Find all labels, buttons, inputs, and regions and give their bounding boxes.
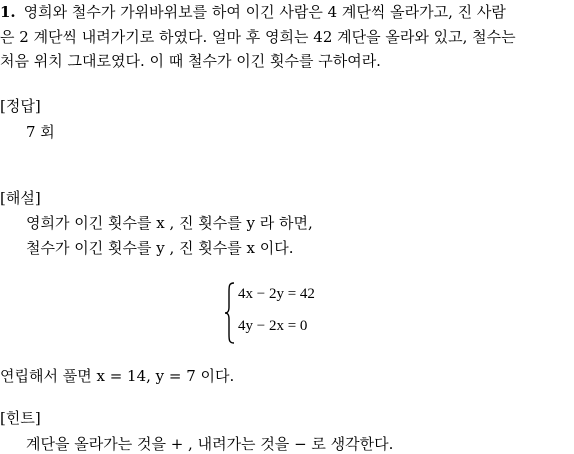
equation-2: 4y − 2x = 0 [238,318,308,334]
left-brace-icon [224,282,236,344]
equation-system [224,282,374,344]
problem-line-2: 은 2 계단씩 내려가기로 하였다. 얼마 후 영희는 42 계단을 올라와 있고, 철수는 [0,28,516,46]
equation-1: 4x − 2y = 42 [238,286,315,302]
problem-number: 1. [0,3,16,21]
problem-line-3: 처음 위치 그대로였다. 이 때 철수가 이긴 횟수를 구하여라. [0,52,381,70]
explanation-line-2: 철수가 이긴 횟수를 y , 진 횟수를 x 이다. [26,239,294,257]
problem-line-1 [0,2,506,22]
answer-value: 7 회 [26,123,55,141]
hint-text: 계단을 올라가는 것을 + , 내려가는 것을 − 로 생각한다. [26,435,394,453]
answer-heading: [정답] [0,97,41,115]
explanation-heading: [해설] [0,189,41,207]
problem-text-1: 영희와 철수가 가위바위보를 하여 이긴 사람은 4 계단씩 올라가고, 진 사람 [23,3,506,21]
hint-heading: [힌트] [0,409,41,427]
explanation-conclusion: 연립해서 풀면 x = 14, y = 7 이다. [0,367,235,385]
explanation-line-1: 영희가 이긴 횟수를 x , 진 횟수를 y 라 하면, [26,214,313,232]
